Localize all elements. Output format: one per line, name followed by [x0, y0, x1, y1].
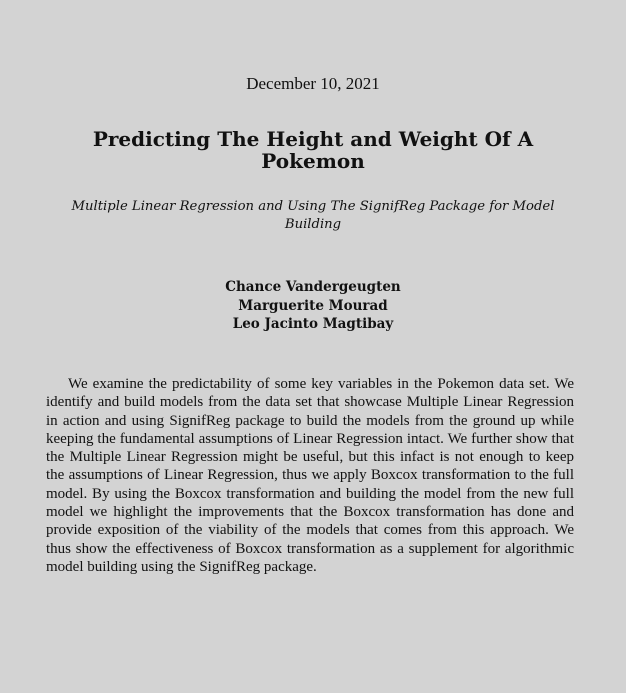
- author-list: [0, 278, 626, 334]
- paper-title: Predicting The Height and Weight Of A Pokemon: [92, 127, 534, 173]
- paper-subtitle: Multiple Linear Regression and Using The SignifReg Package for Model Building: [71, 199, 555, 232]
- author-name: Leo Jacinto Magtibay: [232, 316, 394, 332]
- author-name: Chance Vandergeugten: [225, 279, 401, 295]
- author-name: Marguerite Mourad: [238, 297, 388, 314]
- paper-date: December 10, 2021: [246, 74, 380, 93]
- abstract-text: We examine the predictability of some key variables in the Pokemon data set. We identify and build models from the data set that showcase Multiple Linear Regression in action and using SignifReg package to build the models from the ground up while keeping the fundamental assumptions of Linear Regression intact. We further show that the Multiple Linear Regression might be useful, but this infact is not enough to keep the assumptions of Linear Regression, thus we apply Boxcox transformation to the full model. By using the Boxcox transformation and building the model from the new full model we highlight the improvements that the Boxcox transformation has done and provide exposition of the viability of the models that comes from this approach. We thus show the effectiveness of Boxcox transformation as a supplement for algorithmic model building using the SignifReg package.: [46, 376, 574, 575]
